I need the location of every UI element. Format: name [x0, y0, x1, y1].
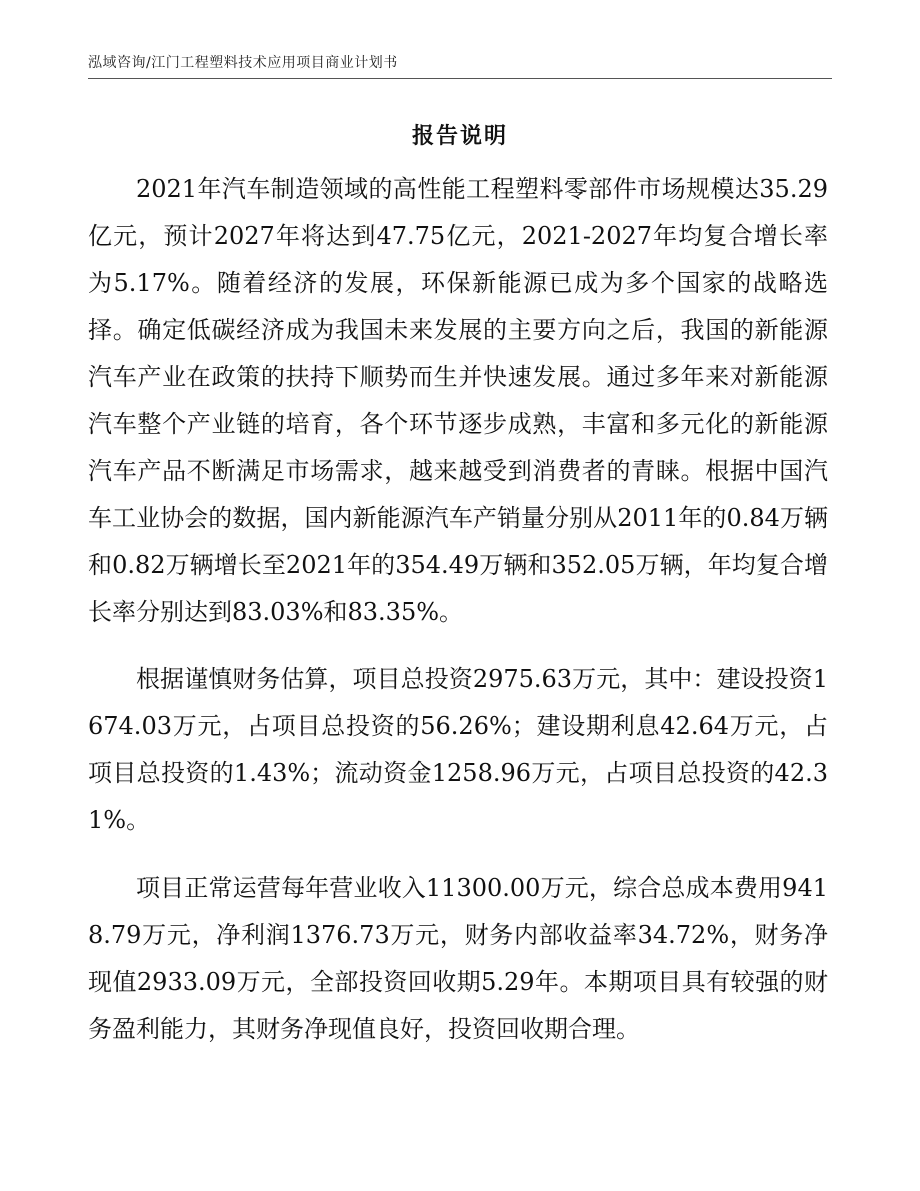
paragraph-investment: 根据谨慎财务估算，项目总投资2975.63万元，其中：建设投资1674.03万元，占项目总投资的56.26%；建设期利息42.64万元，占项目总投资的1.43%；流动资金1258.96万元，占项目总投资的42.31%。 — [88, 665, 828, 834]
header-divider — [88, 78, 832, 79]
document-body — [88, 166, 828, 1053]
running-header: 泓域咨询/江门工程塑料技术应用项目商业计划书 — [88, 55, 398, 71]
paragraph-market-overview: 2021年汽车制造领域的高性能工程塑料零部件市场规模达35.29亿元，预计2027年将达到47.75亿元，2021-2027年均复合增长率为5.17%。随着经济的发展，环保新能源已成为多个国家的战略选择。确定低碳经济成为我国未来发展的主要方向之后，我国的新能源汽车产业在政策的扶持下顺势而生并快速发展。通过多年来对新能源汽车整个产业链的培育，各个环节逐步成熟，丰富和多元化的新能源汽车产品不断满足市场需求，越来越受到消费者的青睐。根据中国汽车工业协会的数据，国内新能源汽车产销量分别从2011年的0.84万辆和0.82万辆增长至2021年的354.49万辆和352.05万辆，年均复合增长率分别达到83.03%和83.35%。 — [88, 175, 828, 626]
paragraph-financials: 项目正常运营每年营业收入11300.00万元，综合总成本费用9418.79万元，净利润1376.73万元，财务内部收益率34.72%，财务净现值2933.09万元，全部投资回收期5.29年。本期项目具有较强的财务盈利能力，其财务净现值良好，投资回收期合理。 — [88, 874, 828, 1043]
page-title: 报告说明 — [411, 124, 508, 149]
